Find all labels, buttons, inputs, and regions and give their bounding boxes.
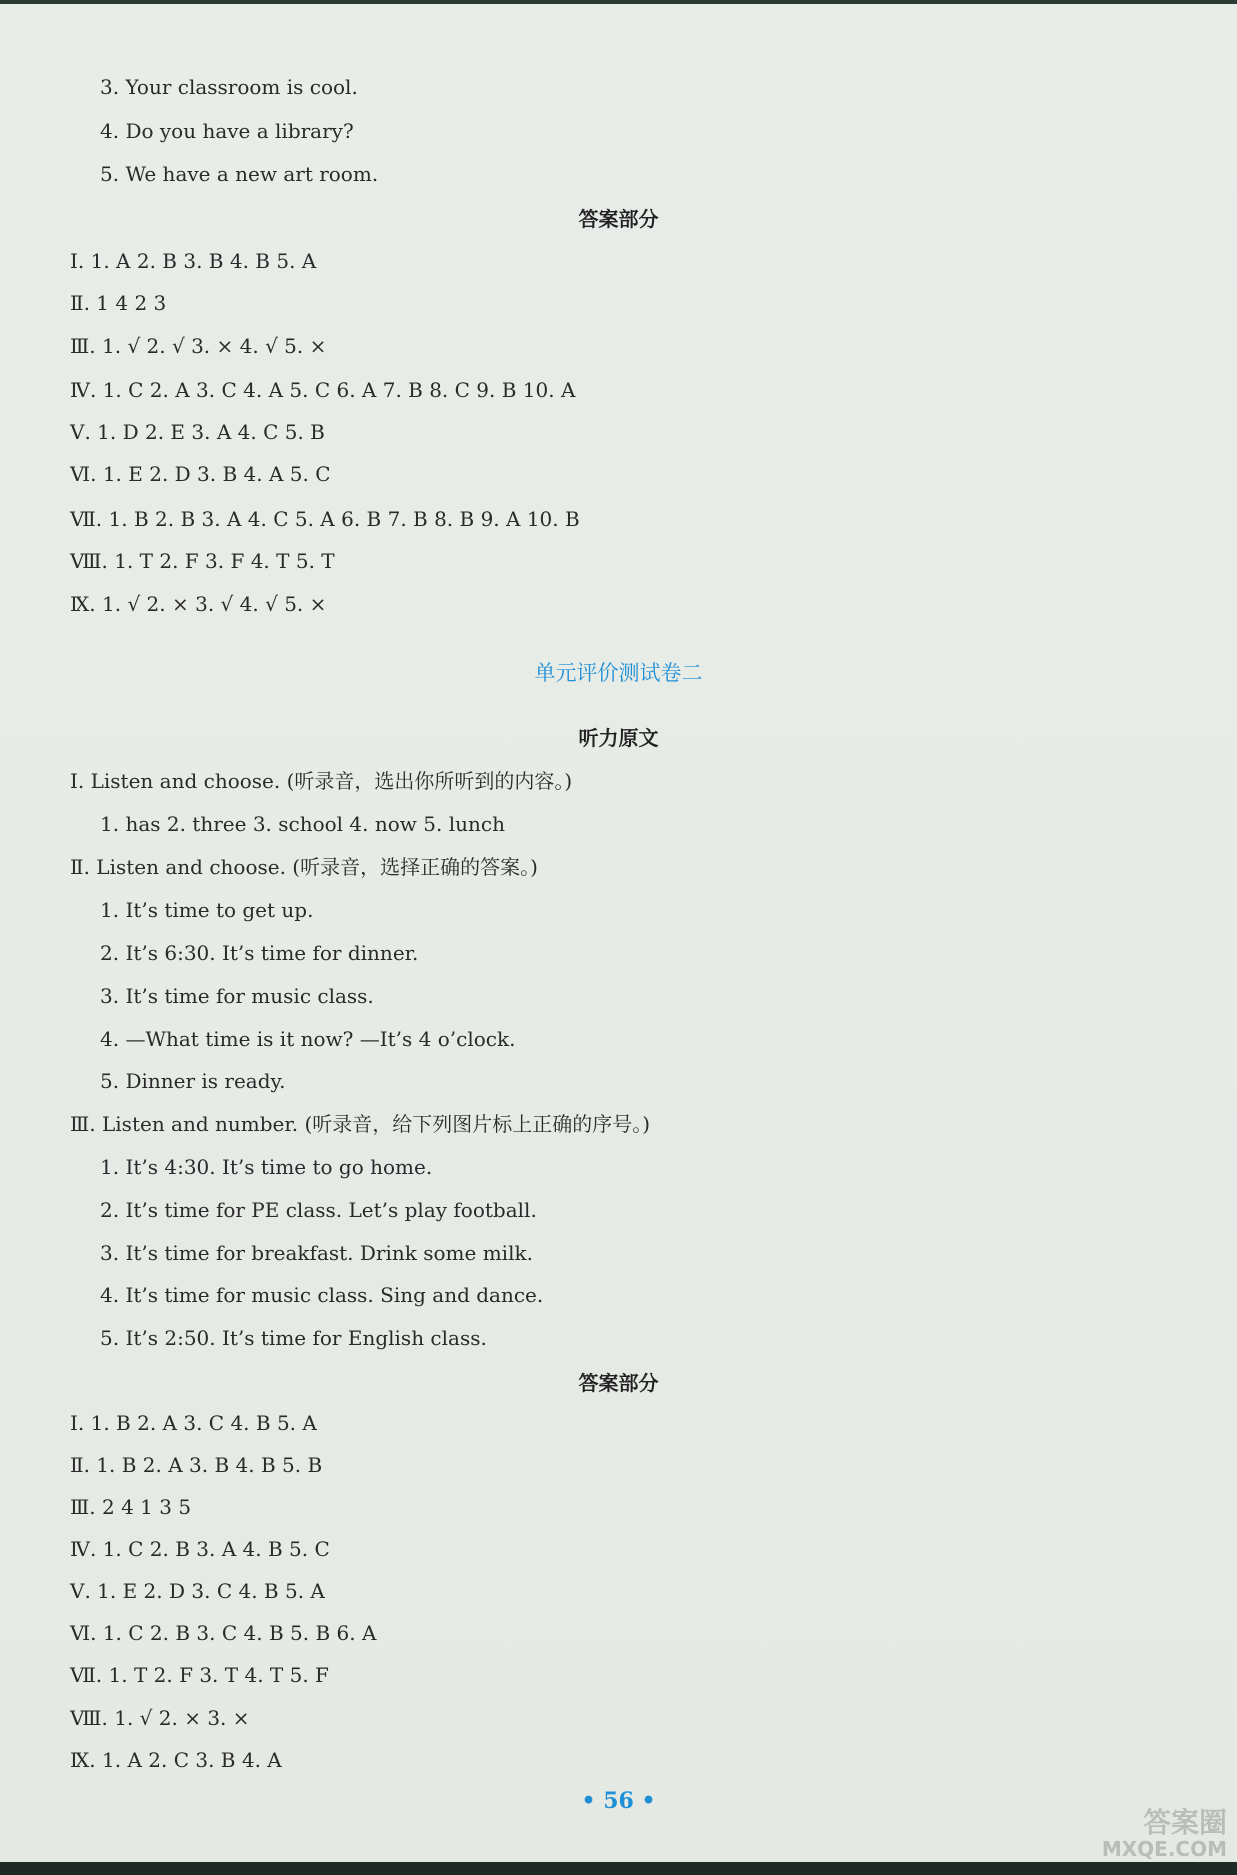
answer-line: Ⅲ. 1. √ 2. √ 3. × 4. √ 5. × <box>70 334 327 358</box>
answer-line: Ⅷ. 1. √ 2. × 3. × <box>70 1706 250 1730</box>
answer-line: Ⅱ. 1 4 2 3 <box>70 291 167 315</box>
question-heading: Ⅲ. Listen and number. (听录音，给下列图片标上正确的序号。) <box>70 1112 651 1136</box>
text-line: 4. —What time is it now? —It’s 4 o’clock. <box>100 1027 516 1051</box>
watermark-text: 答案圈 <box>1142 1806 1227 1839</box>
answer-line: Ⅶ. 1. T 2. F 3. T 4. T 5. F <box>70 1663 329 1687</box>
top-border <box>0 0 1237 4</box>
answer-line: Ⅳ. 1. C 2. B 3. A 4. B 5. C <box>70 1537 330 1561</box>
text-line: 1. It’s 4:30. It’s time to go home. <box>100 1155 433 1179</box>
text-line: 3. Your classroom is cool. <box>100 75 358 99</box>
text-line: 1. It’s time to get up. <box>100 898 314 922</box>
answer-line: Ⅲ. 2 4 1 3 5 <box>70 1495 192 1519</box>
answer-line: Ⅰ. 1. A 2. B 3. B 4. B 5. A <box>70 249 317 273</box>
section-heading: 听力原文 <box>578 726 659 750</box>
page-number: • 56 • <box>581 1788 656 1814</box>
text-line: 1. has 2. three 3. school 4. now 5. lunch <box>100 812 505 836</box>
watermark-logo <box>1077 1808 1227 1862</box>
answer-line: Ⅵ. 1. C 2. B 3. C 4. B 5. B 6. A <box>70 1621 377 1645</box>
answer-line: Ⅴ. 1. E 2. D 3. C 4. B 5. A <box>70 1579 325 1603</box>
watermark-url: MXQE.COM <box>1101 1837 1227 1861</box>
question-heading: Ⅱ. Listen and choose. (听录音，选择正确的答案。) <box>70 855 538 879</box>
text-line: 5. Dinner is ready. <box>100 1069 286 1093</box>
bottom-border <box>0 1862 1237 1875</box>
text-line: 3. It’s time for music class. <box>100 984 374 1008</box>
answer-line: Ⅸ. 1. A 2. C 3. B 4. A <box>70 1748 282 1772</box>
text-line: 4. Do you have a library? <box>100 119 354 143</box>
answer-line: Ⅷ. 1. T 2. F 3. F 4. T 5. T <box>70 549 335 573</box>
section-heading: 答案部分 <box>578 1371 659 1395</box>
unit-title: 单元评价测试卷二 <box>534 661 703 685</box>
text-line: 5. We have a new art room. <box>100 162 379 186</box>
text-line: 2. It’s 6:30. It’s time for dinner. <box>100 941 419 965</box>
answer-line: Ⅸ. 1. √ 2. × 3. √ 4. √ 5. × <box>70 592 327 616</box>
question-heading: Ⅰ. Listen and choose. (听录音，选出你所听到的内容。) <box>70 769 573 793</box>
text-line: 2. It’s time for PE class. Let’s play football. <box>100 1198 537 1222</box>
answer-line: Ⅰ. 1. B 2. A 3. C 4. B 5. A <box>70 1411 317 1435</box>
text-line: 5. It’s 2:50. It’s time for English class. <box>100 1326 487 1350</box>
section-heading: 答案部分 <box>578 207 659 231</box>
text-line: 3. It’s time for breakfast. Drink some milk. <box>100 1241 533 1265</box>
answer-line: Ⅳ. 1. C 2. A 3. C 4. A 5. C 6. A 7. B 8. C 9. B 10. A <box>70 378 576 402</box>
answer-line: Ⅶ. 1. B 2. B 3. A 4. C 5. A 6. B 7. B 8. B 9. A 10. B <box>70 507 580 531</box>
answer-line: Ⅵ. 1. E 2. D 3. B 4. A 5. C <box>70 462 331 486</box>
text-line: 4. It’s time for music class. Sing and dance. <box>100 1283 544 1307</box>
answer-line: Ⅱ. 1. B 2. A 3. B 4. B 5. B <box>70 1453 323 1477</box>
answer-line: Ⅴ. 1. D 2. E 3. A 4. C 5. B <box>70 420 325 444</box>
